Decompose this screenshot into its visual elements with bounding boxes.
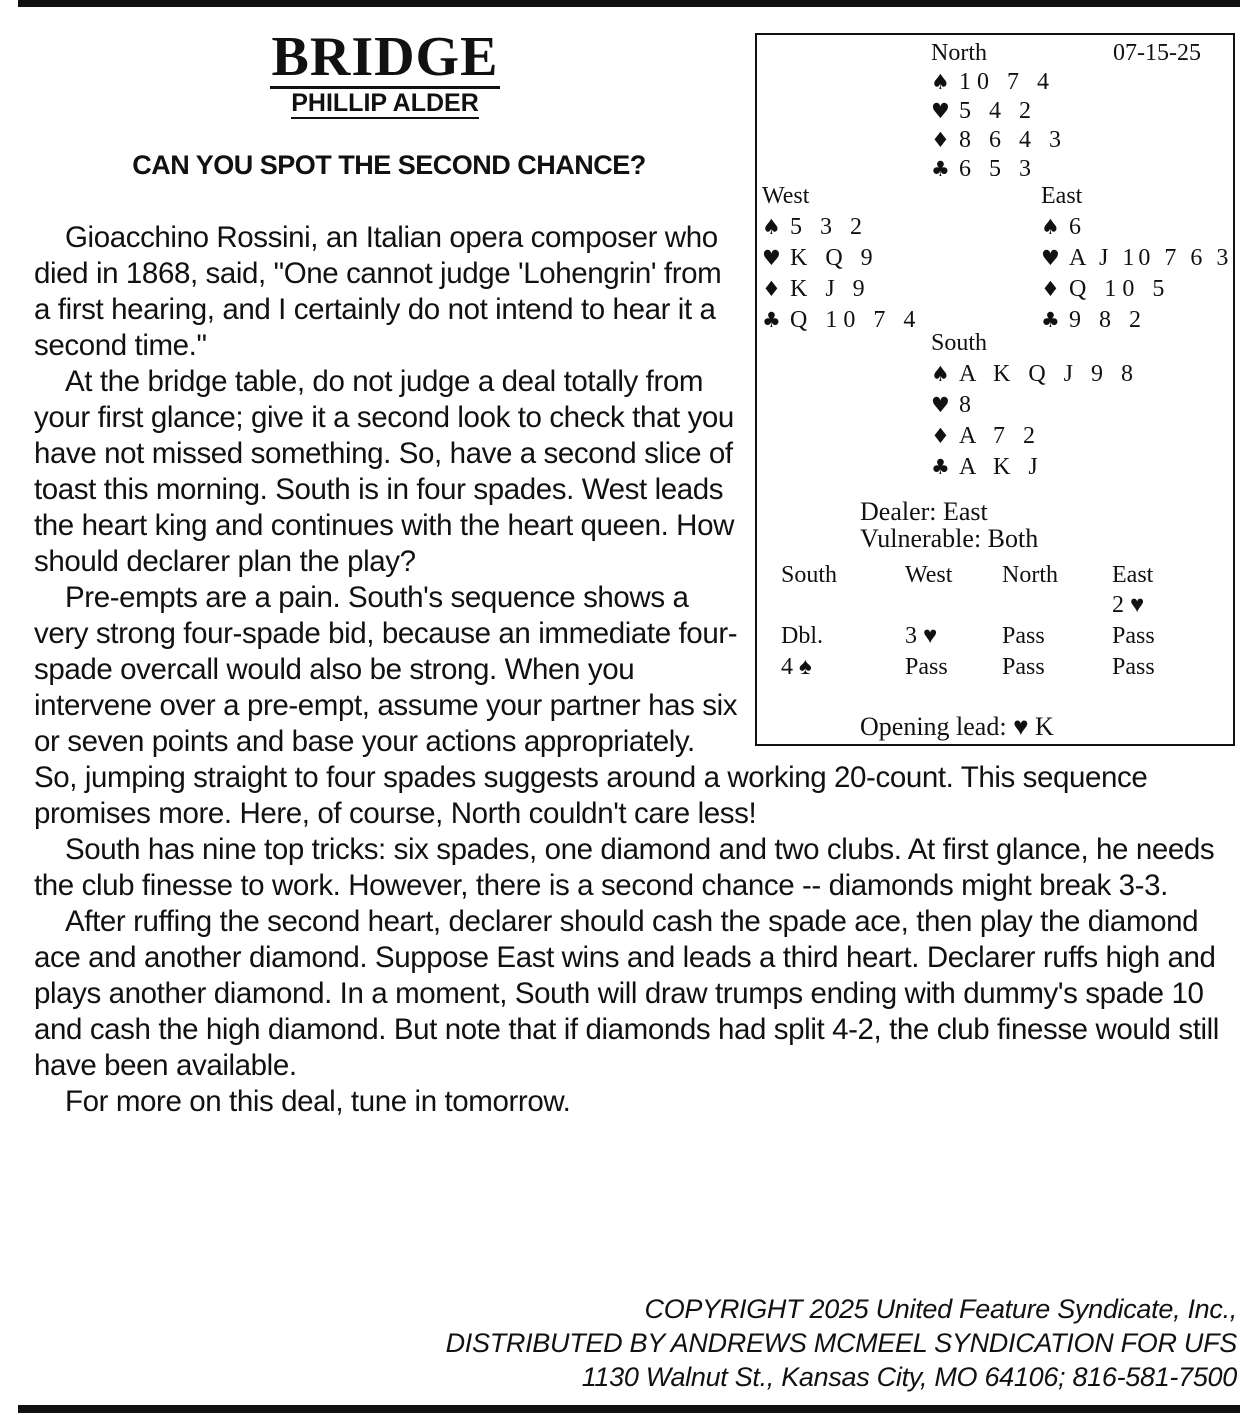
diamond-icon: ♦ — [931, 128, 950, 152]
top-rule — [18, 0, 1240, 7]
east-label: East — [1041, 183, 1083, 209]
paragraph: Pre-empts are a pain. South's sequence shows a very strong four-spade bid, because an immediate four-spade overcall would also be strong. When you intervene over a pre-empt, assume your partner has six or seven points and base your actions appropriately. So, jumping straight to four spades suggests around a working 20-count. This sequence promises more. Here, of course, North couldn't care less! — [34, 581, 1148, 830]
auction-bid: 3 ♥ — [905, 623, 938, 649]
bridge-diagram — [755, 33, 1235, 746]
heart-icon: ♥ — [1041, 246, 1060, 270]
north-diamonds: ♦ 8 6 4 3 — [931, 127, 1067, 153]
auction-bid: 4 ♠ — [781, 654, 812, 680]
north-hearts: ♥ 5 4 2 — [931, 98, 1037, 124]
paragraph: For more on this deal, tune in tomorrow. — [65, 1085, 571, 1118]
vulnerability: Vulnerable: Both — [860, 524, 1039, 553]
auction-header-west: West — [905, 562, 953, 588]
west-hearts: ♥ K Q 9 — [762, 245, 879, 271]
club-icon: ♣ — [1041, 308, 1060, 332]
copyright-line: COPYRIGHT 2025 United Feature Syndicate, Inc., — [644, 1294, 1237, 1324]
diamond-icon: ♦ — [762, 277, 781, 301]
heart-icon: ♥ — [931, 99, 950, 123]
masthead — [240, 28, 530, 119]
auction-bid: Dbl. — [781, 623, 823, 649]
west-clubs: ♣ Q 10 7 4 — [762, 307, 922, 333]
auction-header-north: North — [1002, 562, 1058, 588]
club-icon: ♣ — [931, 157, 950, 181]
column-author: PHILLIP ALDER — [291, 89, 479, 117]
club-icon: ♣ — [931, 455, 950, 479]
east-clubs: ♣ 9 8 2 — [1041, 307, 1147, 333]
dealer: Dealer: East — [860, 497, 988, 526]
auction-bid: 2 ♥ — [1112, 592, 1145, 618]
auction-bid: Pass — [1112, 623, 1155, 649]
auction-header-south: South — [781, 562, 838, 588]
east-spades: ♠ 6 — [1041, 214, 1087, 240]
south-spades: ♠ A K Q J 9 8 — [931, 361, 1140, 387]
bottom-rule — [18, 1405, 1240, 1413]
north-spades: ♠ 10 7 4 — [931, 69, 1055, 95]
headline: CAN YOU SPOT THE SECOND CHANCE? — [132, 150, 646, 180]
diamond-icon: ♦ — [931, 424, 950, 448]
copyright-notice — [446, 1292, 1237, 1394]
east-diamonds: ♦ Q 10 5 — [1041, 276, 1171, 302]
club-icon: ♣ — [762, 308, 781, 332]
paragraph: At the bridge table, do not judge a deal totally from your first glance; give it a second look to check that you have not missed something. So, have a second slice of toast this morning. South is in four spades. West leads the heart king and continues with the heart queen. How should declarer plan the play? — [34, 365, 734, 578]
auction-bid: Pass — [905, 654, 948, 680]
heart-icon: ♥ — [931, 393, 950, 417]
auction-bid: Pass — [1002, 654, 1045, 680]
south-label: South — [931, 330, 988, 356]
column-title: BRIDGE — [271, 26, 499, 88]
south-clubs: ♣ A K J — [931, 454, 1044, 480]
west-label: West — [762, 183, 810, 209]
west-spades: ♠ 5 3 2 — [762, 214, 868, 240]
diagram-date: 07-15-25 — [1113, 40, 1201, 66]
diamond-icon: ♦ — [1041, 277, 1060, 301]
north-label: North — [931, 40, 987, 66]
opening-lead: Opening lead: ♥ K — [860, 712, 1054, 741]
auction-header-east: East — [1112, 562, 1154, 588]
spade-icon: ♠ — [931, 362, 950, 386]
east-hearts: ♥ A J 10 7 6 3 — [1041, 245, 1233, 271]
spade-icon: ♠ — [931, 70, 950, 94]
south-hearts: ♥ 8 — [931, 392, 977, 418]
south-diamonds: ♦ A 7 2 — [931, 423, 1042, 449]
heart-icon: ♥ — [762, 246, 781, 270]
copyright-line: DISTRIBUTED BY ANDREWS MCMEEL SYNDICATION FOR UFS — [445, 1328, 1237, 1358]
auction-bid: Pass — [1002, 623, 1045, 649]
west-diamonds: ♦ K J 9 — [762, 276, 871, 302]
copyright-line: 1130 Walnut St., Kansas City, MO 64106; 816-581-7500 — [581, 1362, 1237, 1392]
paragraph: After ruffing the second heart, declarer should cash the spade ace, then play the diamond ace and another diamond. Suppose East wins and leads a third heart. Declarer ruffs high and plays another diamond. In a moment, South will draw trumps ending with dummy's spade 10 and cash the high diamond. But note that if diamonds had split 4-2, the club finesse would still have been available. — [34, 905, 1219, 1082]
paragraph: South has nine top tricks: six spades, one diamond and two clubs. At first glance, he needs the club finesse to work. However, there is a second chance -- diamonds might break 3-3. — [34, 833, 1215, 902]
spade-icon: ♠ — [1041, 215, 1060, 239]
paragraph: Gioacchino Rossini, an Italian opera composer who died in 1868, said, "One cannot judge 'Lohengrin' from a first hearing, and I certainly do not intend to hear it a second time." — [34, 221, 722, 362]
north-clubs: ♣ 6 5 3 — [931, 156, 1037, 182]
auction-bid: Pass — [1112, 654, 1155, 680]
spade-icon: ♠ — [762, 215, 781, 239]
